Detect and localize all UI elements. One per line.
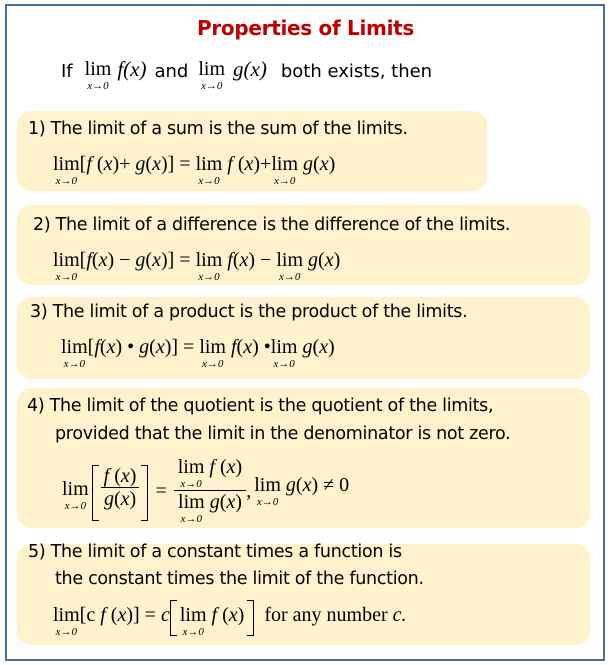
property-box-3 xyxy=(17,297,590,379)
property-box-4 xyxy=(17,388,590,528)
property-box-2 xyxy=(17,205,590,285)
property-5-suffix: for any number xyxy=(264,604,388,626)
property-text: 5) The limit of a constant times a function is xyxy=(28,542,402,562)
property-5-c: c. xyxy=(392,604,407,626)
property-formula: lim x→0 [f(x) − g(x)] = lim x→0 f(x) − lim x→0 g(x) xyxy=(53,249,341,283)
property-text: 2) The limit of a difference is the difference of the limits. xyxy=(33,215,511,235)
property-box-5 xyxy=(17,544,590,645)
property-text-continued: the constant times the limit of the function. xyxy=(55,569,424,589)
property-box-1 xyxy=(17,111,487,191)
property-formula: lim x→0 [f(x) • g(x)] = lim x→0 f(x) • lim x→0 g(x) xyxy=(61,336,335,370)
lim-operator: lim x→0 xyxy=(84,58,112,92)
property-text: 1) The limit of a sum is the sum of the limits. xyxy=(28,119,408,139)
property-text: 4) The limit of the quotient is the quotient of the limits, xyxy=(27,396,494,416)
page-title: Properties of Limits xyxy=(196,16,415,40)
property-formula: lim x→0 $\frac{f (x)}{g(x)}$ = lim x→0 f (x) lim x→0 g(x) , lim x→0 g(x) ≠ 0 xyxy=(62,456,350,525)
intro-and: and xyxy=(154,61,189,82)
intro-line xyxy=(61,58,432,98)
property-text: 3) The limit of a product is the product of the limits. xyxy=(30,302,468,322)
intro-rest: both exists, then xyxy=(280,61,433,82)
lim-operator: lim x→0 xyxy=(198,58,226,92)
property-formula: lim x→0 [f (x)+ g(x)] = lim x→0 f (x)+ lim x→0 g(x) xyxy=(53,153,336,187)
property-text-continued: provided that the limit in the denominator is not zero. xyxy=(55,424,511,444)
f-of-x: f(x) xyxy=(117,57,147,81)
g-of-x: g(x) xyxy=(233,57,267,81)
intro-if: If xyxy=(61,61,73,82)
property-formula: lim x→0 [c f (x)] = c lim x→0 f (x) for any number c. xyxy=(53,604,407,638)
